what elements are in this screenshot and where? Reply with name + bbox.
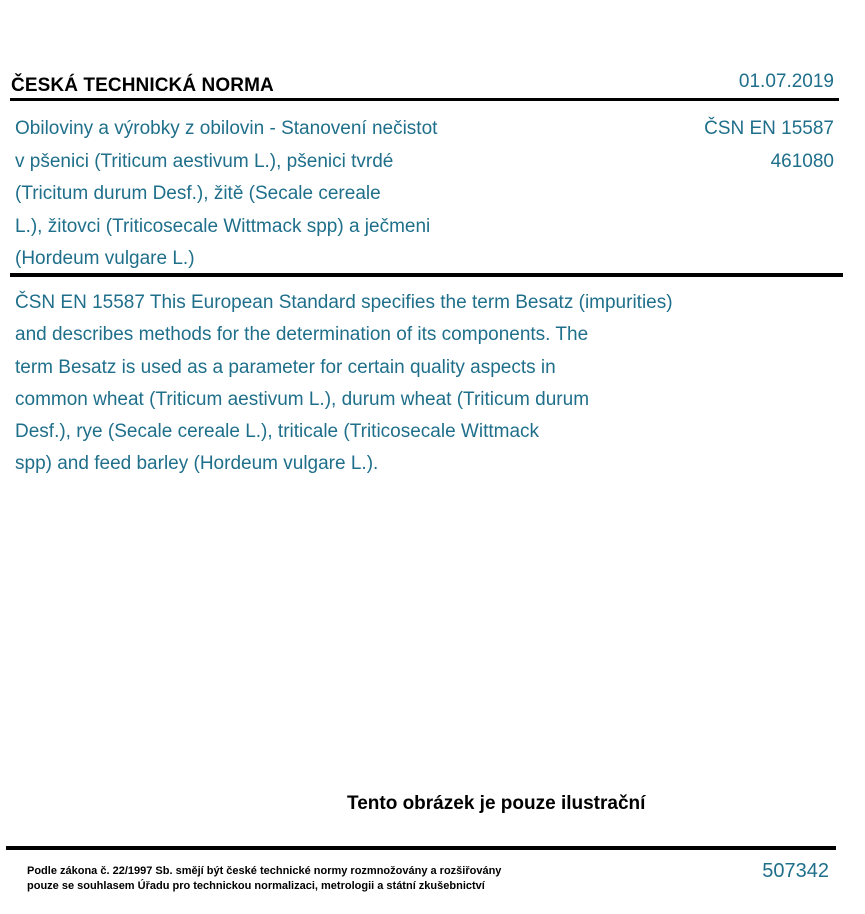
legal-notice-line: Podle zákona č. 22/1997 Sb. smějí být české technické normy rozmnožovány a rozšiřovány xyxy=(27,865,502,877)
publication-date: 01.07.2019 xyxy=(738,71,834,92)
abstract-line: spp) and feed barley (Hordeum vulgare L.). xyxy=(15,453,379,475)
abstract-line: term Besatz is used as a parameter for certain quality aspects in xyxy=(15,356,556,378)
document-heading: ČESKÁ TECHNICKÁ NORMA xyxy=(11,75,274,96)
abstract-line: common wheat (Triticum aestivum L.), durum wheat (Triticum durum xyxy=(15,388,590,410)
standard-abstract xyxy=(15,287,785,481)
legal-notice xyxy=(27,864,501,894)
footer-divider xyxy=(6,846,836,850)
standard-identifiers xyxy=(704,113,834,178)
classification-number: 461080 xyxy=(770,150,834,172)
abstract-line: ČSN EN 15587 This European Standard specifies the term Besatz (impurities) xyxy=(15,292,673,313)
standard-title-line: v pšenici (Triticum aestivum L.), pšenici tvrdé xyxy=(15,150,394,172)
legal-notice-line: pouze se souhlasem Úřadu pro technickou normalizaci, metrologii a státní zkušebnictví xyxy=(27,880,485,892)
standard-title-line: (Hordeum vulgare L.) xyxy=(15,248,195,269)
document-id: 507342 xyxy=(762,860,829,882)
standard-code: ČSN EN 15587 xyxy=(704,118,834,139)
title-divider xyxy=(10,273,843,277)
standard-title-line: L.), žitovci (Triticosecale Wittmack spp) a ječmeni xyxy=(15,215,431,237)
header-divider xyxy=(10,98,839,101)
illustration-notice: Tento obrázek je pouze ilustrační xyxy=(347,793,646,814)
abstract-line: and describes methods for the determination of its components. The xyxy=(15,324,589,346)
standard-title xyxy=(15,113,535,276)
abstract-line: Desf.), rye (Secale cereale L.), triticale (Triticosecale Wittmack xyxy=(15,421,540,443)
standard-title-line: Obiloviny a výrobky z obilovin - Stanovení nečistot xyxy=(15,118,438,139)
standard-title-line: (Tricitum durum Desf.), žitě (Secale cereale xyxy=(15,183,381,204)
